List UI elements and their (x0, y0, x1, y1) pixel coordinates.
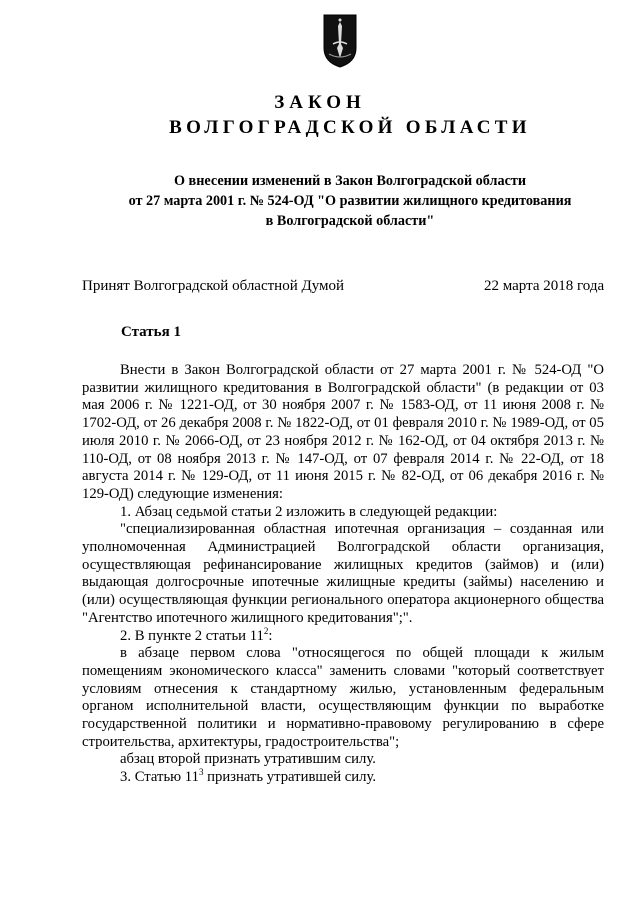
article-body (82, 362, 604, 787)
item-3-prefix: 3. Статью 11 (120, 769, 199, 786)
item-2-superscript: 2 (263, 625, 269, 636)
item-3-superscript: 3 (198, 767, 204, 778)
item-3-paragraph (82, 769, 604, 787)
item-2-paragraph-2: абзац второй признать утратившим силу. (120, 751, 376, 768)
law-region: ВОЛГОГРАДСКОЙ ОБЛАСТИ (169, 117, 531, 138)
item-1-quote-paragraph: "специализированная областная ипотечная организация – созданная или уполномоченная Администрацией Волгоградской области организация, осуществляющая рефинансирование жилищных кредитов (займов) и (или) выдающая долгосрочные ипотечные жилищные кредиты (займы) населению и (или) осуществляющая функции регионального оператора акционерного общества "Агентство ипотечного жилищного кредитования";". (82, 521, 604, 626)
article-intro-paragraph: Внести в Закон Волгоградской области от 27 марта 2001 г. № 524-ОД "О развитии жилищного кредитования в Волгоградской области" (в редакции от 03 мая 2006 г. № 1221-ОД, от 30 ноября 2007 г. № 1583-ОД, от 11 июня 2008 г. № 1702-ОД, от 26 декабря 2008 г. № 1822-ОД, от 01 февраля 2010 г. № 1989-ОД, от 05 июля 2010 г. № 2066-ОД, от 23 ноября 2012 г. № 162-ОД, от 04 октября 2013 г. № 110-ОД, от 08 ноября 2013 г. № 147-ОД, от 07 февраля 2014 г. № 22-ОД, от 18 августа 2014 г. № 129-ОД, от 11 июня 2015 г. № 82-ОД, от 06 декабря 2016 г. № 129-ОД) следующие изменения: (82, 362, 604, 502)
adoption-date: 22 марта 2018 года (484, 278, 605, 294)
item-2-paragraph-1: в абзаце первом слова "относящегося по общей площади к жилым помещениям экономического класса" заменить словами "который соответствует условиям отнесения к стандартному жилью, установленным федеральным органом исполнительной власти, осуществляющим функции по выработке государственной политики и нормативно-правовому регулированию в сфере строительства, архитектуры, градостроительства"; (82, 645, 604, 750)
item-3-suffix: признать утратившей силу. (203, 769, 377, 786)
article-title: Статья 1 (121, 324, 181, 340)
volgograd-coat-of-arms-icon (323, 14, 357, 68)
subject-line: О внесении изменений в Закон Волгоградской области (173, 173, 527, 189)
subject-line: в Волгоградской области" (265, 213, 435, 229)
item-2-heading (82, 625, 604, 646)
adopted-by: Принят Волгоградской областной Думой (82, 278, 345, 294)
law-subject (60, 171, 640, 231)
law-title: ЗАКОН (274, 92, 366, 113)
item-2-suffix: : (268, 627, 273, 644)
subject-line: от 27 марта 2001 г. № 524-ОД "О развитии жилищного кредитования (128, 193, 572, 209)
item-2-prefix: 2. В пункте 2 статьи 11 (120, 627, 264, 644)
item-1-paragraph: 1. Абзац седьмой статьи 2 изложить в следующей редакции: (120, 503, 498, 520)
